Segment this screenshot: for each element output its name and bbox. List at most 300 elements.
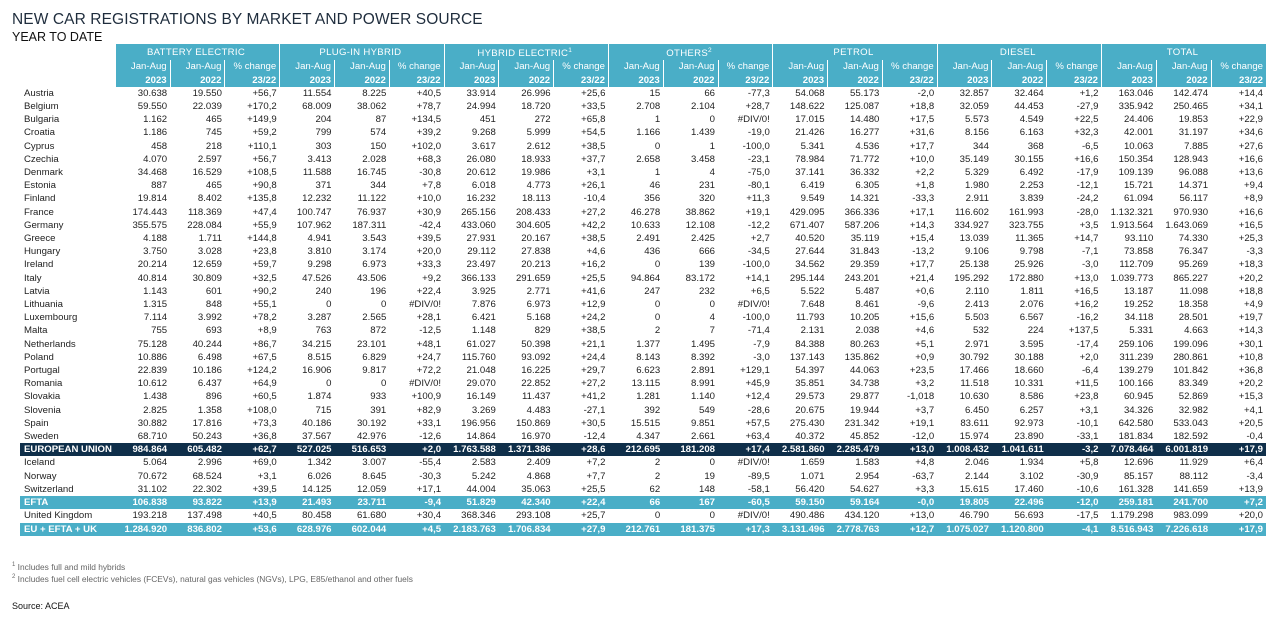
pct-change-cell: -17,9 bbox=[1076, 167, 1099, 179]
pct-change-cell: +14,7 bbox=[1074, 233, 1099, 245]
pct-change-cell: +5,1 bbox=[915, 338, 935, 350]
value-cell: 2.144 bbox=[964, 470, 989, 482]
value-cell: 250.465 bbox=[1173, 101, 1209, 112]
value-cell: 16.906 bbox=[302, 365, 332, 377]
value-cell: 29.070 bbox=[466, 378, 496, 390]
value-cell: 181.208 bbox=[663, 443, 718, 456]
value-cell: 527.025 bbox=[280, 443, 335, 456]
value-cell: 5.503 bbox=[964, 312, 989, 324]
pct-change-cell: +13,6 bbox=[1238, 167, 1263, 179]
pct-change-cell: +137,5 bbox=[1068, 325, 1099, 337]
value-cell: 15 bbox=[649, 87, 661, 99]
value-cell: 125.087 bbox=[844, 101, 880, 112]
value-cell: 1.980 bbox=[964, 180, 989, 192]
value-cell: 11.588 bbox=[302, 167, 332, 179]
value-cell: 1 bbox=[654, 167, 661, 179]
value-cell: 15.974 bbox=[959, 431, 989, 443]
value-cell: 293.108 bbox=[515, 510, 551, 522]
pct-change-cell: -10,1 bbox=[1076, 417, 1099, 429]
pct-change-cell: #DIV/0! bbox=[409, 299, 442, 311]
pct-change-cell: -2,0 bbox=[917, 87, 935, 99]
pct-change-cell: +78,7 bbox=[416, 101, 442, 112]
value-cell: 755 bbox=[151, 325, 168, 337]
column-header-top: Jan-Aug bbox=[185, 61, 222, 73]
value-cell: 16.277 bbox=[850, 127, 880, 139]
pct-change-cell: +28,7 bbox=[745, 101, 770, 112]
value-cell: 7.078.464 bbox=[1102, 443, 1157, 456]
value-cell: 275.430 bbox=[789, 417, 825, 429]
pct-change-cell: +6,5 bbox=[750, 285, 770, 297]
value-cell: 3.269 bbox=[471, 404, 496, 416]
value-cell: 34.118 bbox=[1124, 312, 1154, 324]
value-cell: 3.007 bbox=[362, 457, 387, 469]
value-cell: 44.004 bbox=[466, 483, 496, 495]
pct-change-cell: +18,8 bbox=[1238, 285, 1263, 297]
table-row bbox=[20, 113, 1266, 126]
eu-total-row bbox=[20, 443, 1266, 456]
pct-change-cell: -80,1 bbox=[747, 180, 770, 192]
value-cell: 40.372 bbox=[795, 431, 825, 443]
column-header-top: % change bbox=[891, 61, 934, 73]
header-corner bbox=[20, 44, 115, 60]
pct-change-cell: +149,9 bbox=[247, 114, 277, 126]
value-cell: 4.868 bbox=[526, 470, 551, 482]
value-cell: 1.284.920 bbox=[115, 523, 170, 536]
value-cell: 4.188 bbox=[143, 233, 168, 245]
value-cell: 6.257 bbox=[1019, 404, 1044, 416]
value-cell: 1.162 bbox=[143, 114, 168, 126]
value-cell: 16.529 bbox=[192, 167, 222, 179]
pct-change-cell: +21,1 bbox=[581, 338, 606, 350]
value-cell: 135.862 bbox=[844, 351, 880, 363]
value-cell: 265.156 bbox=[461, 206, 496, 218]
value-cell: 12.108 bbox=[685, 219, 715, 231]
country-cell: Switzerland bbox=[24, 483, 74, 495]
value-cell: 38.862 bbox=[685, 206, 715, 218]
value-cell: 94.864 bbox=[630, 272, 661, 284]
value-cell: 3.413 bbox=[307, 153, 332, 165]
value-cell: 19.986 bbox=[521, 167, 551, 179]
pct-change-cell: +17,7 bbox=[909, 259, 935, 271]
value-cell: 3.595 bbox=[1019, 338, 1044, 350]
pct-change-cell: +11,5 bbox=[1074, 378, 1099, 390]
column-header-row bbox=[20, 60, 1266, 86]
pct-change-cell: -12,4 bbox=[583, 431, 606, 443]
pct-change-cell: -100,0 bbox=[742, 312, 770, 324]
table-row bbox=[20, 206, 1266, 219]
value-cell: 8.225 bbox=[362, 87, 387, 99]
value-cell: 1.438 bbox=[143, 391, 168, 403]
pct-change-cell: +17,3 bbox=[718, 523, 773, 536]
value-cell: 20.213 bbox=[521, 259, 551, 271]
value-cell: 27.644 bbox=[795, 246, 825, 258]
pct-change-cell: +65,8 bbox=[581, 114, 606, 126]
country-cell: Latvia bbox=[24, 285, 50, 297]
value-cell: 27.838 bbox=[521, 246, 551, 258]
pct-change-cell: +34,1 bbox=[1238, 101, 1263, 112]
column-header bbox=[225, 60, 280, 86]
value-cell: 75.128 bbox=[137, 338, 168, 350]
value-cell: 19 bbox=[704, 470, 715, 482]
value-cell: 1.371.386 bbox=[499, 443, 554, 456]
pct-change-cell: -3,0 bbox=[1081, 259, 1099, 271]
grand-total-row bbox=[20, 523, 1266, 536]
pct-change-cell: +68,3 bbox=[416, 153, 442, 165]
value-cell: 10.630 bbox=[959, 391, 989, 403]
value-cell: 434.120 bbox=[844, 510, 880, 522]
value-cell: 2.565 bbox=[362, 312, 387, 324]
pct-change-cell: -12,1 bbox=[1076, 180, 1099, 192]
pct-change-cell: +124,2 bbox=[247, 365, 277, 377]
value-cell: 1.495 bbox=[690, 338, 715, 350]
column-header bbox=[1102, 60, 1157, 86]
value-cell: 433.060 bbox=[461, 219, 496, 231]
column-header bbox=[1047, 60, 1102, 86]
table-row bbox=[20, 483, 1266, 496]
header-corner bbox=[20, 60, 115, 86]
pct-change-cell: -23,1 bbox=[747, 153, 770, 165]
value-cell: 436 bbox=[644, 246, 661, 258]
value-cell: 8.461 bbox=[855, 299, 880, 311]
pct-change-cell: -6,4 bbox=[1081, 365, 1099, 377]
value-cell: 291.659 bbox=[515, 272, 551, 284]
value-cell: 2.076 bbox=[1019, 299, 1044, 311]
pct-change-cell: +90,2 bbox=[252, 285, 277, 297]
value-cell: 29.877 bbox=[850, 391, 880, 403]
pct-change-cell: +14,4 bbox=[1238, 87, 1263, 99]
value-cell: 56.117 bbox=[1179, 193, 1209, 205]
value-cell: 3.543 bbox=[362, 233, 387, 245]
pct-change-cell: -71,4 bbox=[747, 325, 770, 337]
value-cell: 88.112 bbox=[1179, 470, 1209, 482]
value-cell: 83.172 bbox=[685, 272, 715, 284]
value-cell: 21.048 bbox=[466, 365, 496, 377]
pct-change-cell: +38,5 bbox=[581, 140, 606, 152]
pct-change-cell: -24,2 bbox=[1076, 193, 1099, 205]
value-cell: 2.131 bbox=[800, 325, 825, 337]
column-header-top: Jan-Aug bbox=[623, 61, 660, 73]
pct-change-cell: -9,4 bbox=[389, 496, 444, 509]
column-header-bottom: 23/22 bbox=[745, 74, 770, 86]
value-cell: 2.425 bbox=[690, 233, 715, 245]
value-cell: 23.711 bbox=[335, 496, 390, 509]
column-header-top: Jan-Aug bbox=[1117, 61, 1153, 73]
value-cell: 87 bbox=[375, 114, 387, 126]
column-header bbox=[937, 60, 992, 86]
value-cell: 2.971 bbox=[964, 338, 989, 350]
value-cell: 7.885 bbox=[1184, 140, 1209, 152]
value-cell: 0 bbox=[654, 259, 661, 271]
pct-change-cell: +13,0 bbox=[1074, 272, 1099, 284]
value-cell: 1.874 bbox=[307, 391, 332, 403]
value-cell: 2 bbox=[654, 470, 661, 482]
column-header-top: Jan-Aug bbox=[1007, 61, 1044, 73]
country-cell: Estonia bbox=[24, 180, 56, 192]
value-cell: 16.745 bbox=[356, 167, 387, 179]
pct-change-cell: +36,8 bbox=[1238, 365, 1263, 377]
pct-change-cell: +7,7 bbox=[586, 470, 606, 482]
value-cell: 93.822 bbox=[170, 496, 225, 509]
pct-change-cell: +16,5 bbox=[1074, 285, 1099, 297]
pct-change-cell: -27,1 bbox=[583, 404, 606, 416]
value-cell: 96.088 bbox=[1178, 167, 1209, 179]
footnote-2: $^2$ Includes fuel cell electric vehicles (FCEVs), natural gas vehicles (NGVs), LPG, E85/ethanol and other fuels bbox=[12, 574, 413, 584]
value-cell: 3.750 bbox=[143, 246, 168, 258]
value-cell: 872 bbox=[370, 325, 387, 337]
column-header-top: Jan-Aug bbox=[1171, 61, 1208, 73]
value-cell: 62 bbox=[649, 483, 661, 495]
value-cell: 7 bbox=[709, 325, 715, 337]
pct-change-cell: +100,9 bbox=[411, 391, 442, 403]
pct-change-cell: +3,1 bbox=[1079, 404, 1099, 416]
value-cell: 32.464 bbox=[1014, 87, 1044, 99]
column-header-bottom: 2022 bbox=[857, 74, 879, 86]
pct-change-cell: +15,6 bbox=[909, 312, 935, 324]
value-cell: 34.738 bbox=[850, 378, 880, 390]
column-header bbox=[280, 60, 335, 86]
group-header-label: TOTAL bbox=[1166, 46, 1199, 58]
value-cell: 0 bbox=[654, 299, 661, 311]
value-cell: 61.027 bbox=[466, 338, 496, 350]
value-cell: 84.388 bbox=[795, 338, 825, 350]
value-cell: 112.709 bbox=[1119, 259, 1154, 271]
pct-change-cell: -17,5 bbox=[1076, 510, 1099, 522]
page-subtitle: YEAR TO DATE bbox=[12, 30, 103, 44]
country-cell: Italy bbox=[24, 272, 42, 284]
value-cell: 3.617 bbox=[471, 140, 496, 152]
value-cell: 19.252 bbox=[1123, 299, 1154, 311]
pct-change-cell: -12,0 bbox=[1047, 496, 1102, 509]
value-cell: 799 bbox=[315, 127, 332, 139]
value-cell: 451 bbox=[479, 114, 496, 126]
pct-change-cell: +3,7 bbox=[915, 404, 935, 416]
pct-change-cell: +33,3 bbox=[416, 259, 442, 271]
table-row bbox=[20, 87, 1266, 100]
pct-change-cell: -10,4 bbox=[583, 193, 606, 205]
table-row bbox=[20, 298, 1266, 311]
pct-change-cell: +22,4 bbox=[554, 496, 609, 509]
value-cell: 983.099 bbox=[1173, 510, 1209, 522]
group-header bbox=[280, 44, 444, 60]
value-cell: 18.113 bbox=[522, 193, 551, 205]
pct-change-cell: +31,6 bbox=[909, 127, 935, 139]
table-row bbox=[20, 417, 1266, 430]
group-header-label: OTHERS bbox=[666, 48, 709, 60]
column-header bbox=[115, 60, 170, 86]
value-cell: 228.084 bbox=[187, 219, 222, 231]
pct-change-cell: +25,5 bbox=[581, 272, 606, 284]
pct-change-cell: +1,2 bbox=[1079, 87, 1099, 99]
column-header-top: Jan-Aug bbox=[295, 61, 331, 73]
pct-change-cell: -77,3 bbox=[747, 87, 770, 99]
pct-change-cell: +47,4 bbox=[252, 206, 277, 218]
value-cell: 2.581.860 bbox=[773, 443, 828, 456]
value-cell: 40.520 bbox=[795, 233, 825, 245]
country-cell: Romania bbox=[24, 378, 63, 390]
value-cell: 40.186 bbox=[302, 417, 332, 429]
pct-change-cell: +30,5 bbox=[581, 417, 606, 429]
pct-change-cell: -7,9 bbox=[753, 338, 770, 350]
pct-change-cell: +13,0 bbox=[909, 510, 935, 522]
value-cell: 22.839 bbox=[137, 365, 168, 377]
table-row bbox=[20, 311, 1266, 324]
value-cell: 0 bbox=[709, 510, 715, 522]
value-cell: 10.205 bbox=[850, 312, 880, 324]
value-cell: 83.349 bbox=[1178, 378, 1209, 390]
pct-change-cell: +108,5 bbox=[247, 167, 277, 179]
value-cell: 4.549 bbox=[1019, 114, 1044, 126]
value-cell: 231.342 bbox=[844, 417, 880, 429]
value-cell: 9.298 bbox=[307, 259, 332, 271]
group-header bbox=[773, 44, 937, 60]
value-cell: 14.864 bbox=[466, 431, 496, 443]
column-header-top: Jan-Aug bbox=[130, 61, 167, 73]
pct-change-cell: +1,8 bbox=[915, 180, 935, 192]
value-cell: 344 bbox=[370, 180, 387, 192]
value-cell: 829 bbox=[534, 325, 551, 337]
value-cell: 0 bbox=[709, 457, 715, 469]
value-cell: 11.554 bbox=[302, 87, 332, 99]
country-cell: Poland bbox=[24, 351, 54, 363]
country-cell: Ireland bbox=[24, 259, 54, 271]
pct-change-cell: +28,6 bbox=[554, 443, 609, 456]
pct-change-cell: +12,4 bbox=[745, 391, 770, 403]
value-cell: 32.982 bbox=[1178, 404, 1209, 416]
column-header bbox=[663, 60, 718, 86]
value-cell: 20.612 bbox=[466, 167, 496, 179]
value-cell: 1.358 bbox=[197, 404, 222, 416]
pct-change-cell: +0,9 bbox=[915, 351, 935, 363]
value-cell: 20.675 bbox=[795, 404, 825, 416]
pct-change-cell: +39,5 bbox=[252, 483, 277, 495]
value-cell: 150.869 bbox=[515, 417, 551, 429]
value-cell: 66 bbox=[704, 87, 715, 99]
value-cell: 4 bbox=[709, 167, 715, 179]
value-cell: 23.890 bbox=[1014, 431, 1044, 443]
pct-change-cell: +16,6 bbox=[1238, 153, 1263, 165]
column-header-top: Jan-Aug bbox=[678, 61, 715, 73]
value-cell: 93.092 bbox=[521, 351, 551, 363]
value-cell: 1.659 bbox=[800, 457, 825, 469]
value-cell: 28.501 bbox=[1178, 312, 1209, 324]
value-cell: 10.633 bbox=[630, 219, 661, 231]
pct-change-cell: -7,1 bbox=[1081, 246, 1099, 258]
pct-change-cell: -63,7 bbox=[912, 470, 935, 482]
value-cell: 3.102 bbox=[1019, 470, 1044, 482]
value-cell: 15.515 bbox=[630, 417, 661, 429]
value-cell: 11.437 bbox=[522, 391, 551, 403]
pct-change-cell: -30,3 bbox=[419, 470, 442, 482]
value-cell: 2.954 bbox=[855, 470, 880, 482]
value-cell: 0 bbox=[654, 140, 661, 152]
value-cell: 2.183.763 bbox=[444, 523, 499, 536]
pct-change-cell: -12,5 bbox=[419, 325, 442, 337]
pct-change-cell: +129,1 bbox=[740, 365, 770, 377]
value-cell: 52.869 bbox=[1178, 391, 1209, 403]
value-cell: 23.497 bbox=[466, 259, 496, 271]
value-cell: 17.460 bbox=[1014, 483, 1044, 495]
country-cell: Norway bbox=[24, 470, 57, 482]
pct-change-cell: +30,9 bbox=[416, 206, 442, 218]
column-header-bottom: 23/22 bbox=[1074, 74, 1099, 86]
value-cell: 167 bbox=[663, 496, 718, 509]
pct-change-cell: -12,0 bbox=[912, 431, 935, 443]
column-header bbox=[554, 60, 609, 86]
table-row bbox=[20, 509, 1266, 522]
value-cell: 199.096 bbox=[1173, 338, 1209, 350]
value-cell: 68.009 bbox=[302, 101, 332, 112]
pct-change-cell: +0,6 bbox=[915, 285, 935, 297]
pct-change-cell: +3,2 bbox=[915, 378, 935, 390]
table-row bbox=[20, 430, 1266, 443]
pct-change-cell: +20,0 bbox=[1238, 510, 1263, 522]
pct-change-cell: +38,5 bbox=[581, 233, 606, 245]
column-header bbox=[389, 60, 444, 86]
value-cell: 181.375 bbox=[663, 523, 718, 536]
pct-change-cell: -27,9 bbox=[1076, 101, 1099, 112]
value-cell: 9.549 bbox=[800, 193, 825, 205]
value-cell: 4.663 bbox=[1184, 325, 1209, 337]
pct-change-cell: +63,4 bbox=[745, 431, 770, 443]
value-cell: 20.167 bbox=[521, 233, 551, 245]
column-header bbox=[499, 60, 554, 86]
value-cell: 76.937 bbox=[356, 206, 387, 218]
value-cell: 9.851 bbox=[690, 417, 715, 429]
pct-change-cell: +8,9 bbox=[257, 325, 277, 337]
pct-change-cell: +20,0 bbox=[416, 246, 442, 258]
value-cell: 2.491 bbox=[636, 233, 661, 245]
value-cell: 4.483 bbox=[526, 404, 551, 416]
pct-change-cell: +27,6 bbox=[1238, 140, 1263, 152]
pct-change-cell: +60,5 bbox=[252, 391, 277, 403]
pct-change-cell: +9,2 bbox=[422, 272, 442, 284]
pct-change-cell: +5,8 bbox=[1079, 457, 1099, 469]
value-cell: 984.864 bbox=[115, 443, 170, 456]
value-cell: 161.993 bbox=[1009, 206, 1044, 218]
value-cell: 366.133 bbox=[461, 272, 496, 284]
value-cell: 295.144 bbox=[789, 272, 825, 284]
value-cell: 3.131.496 bbox=[773, 523, 828, 536]
column-header-bottom: 2022 bbox=[1021, 74, 1044, 86]
value-cell: 56.693 bbox=[1014, 510, 1044, 522]
pct-change-cell: +40,5 bbox=[416, 87, 442, 99]
pct-change-cell: +14,3 bbox=[1238, 325, 1263, 337]
value-cell: 34.215 bbox=[302, 338, 332, 350]
pct-change-cell: -42,4 bbox=[419, 219, 442, 231]
value-cell: 2.658 bbox=[636, 153, 661, 165]
table-row bbox=[20, 324, 1266, 337]
value-cell: 137.498 bbox=[187, 510, 222, 522]
value-cell: 106.838 bbox=[115, 496, 170, 509]
pct-change-cell: +7,8 bbox=[422, 180, 442, 192]
pct-change-cell: +19,1 bbox=[909, 417, 935, 429]
value-cell: 715 bbox=[315, 404, 332, 416]
value-cell: 2.110 bbox=[965, 285, 989, 297]
value-cell: 5.341 bbox=[800, 140, 825, 152]
pct-change-cell: +13,9 bbox=[1238, 483, 1263, 495]
value-cell: 19.805 bbox=[937, 496, 992, 509]
value-cell: 2.778.763 bbox=[828, 523, 883, 536]
value-cell: 6.018 bbox=[471, 180, 496, 192]
value-cell: 1.811 bbox=[1020, 285, 1044, 297]
value-cell: 29.112 bbox=[467, 246, 496, 258]
value-cell: 37.567 bbox=[302, 431, 332, 443]
pct-change-cell: +24,4 bbox=[581, 351, 606, 363]
pct-change-cell: +29,7 bbox=[581, 365, 606, 377]
pct-change-cell: +4,1 bbox=[1244, 404, 1263, 416]
value-cell: 187.311 bbox=[352, 219, 387, 231]
country-cell: Luxembourg bbox=[24, 312, 78, 324]
